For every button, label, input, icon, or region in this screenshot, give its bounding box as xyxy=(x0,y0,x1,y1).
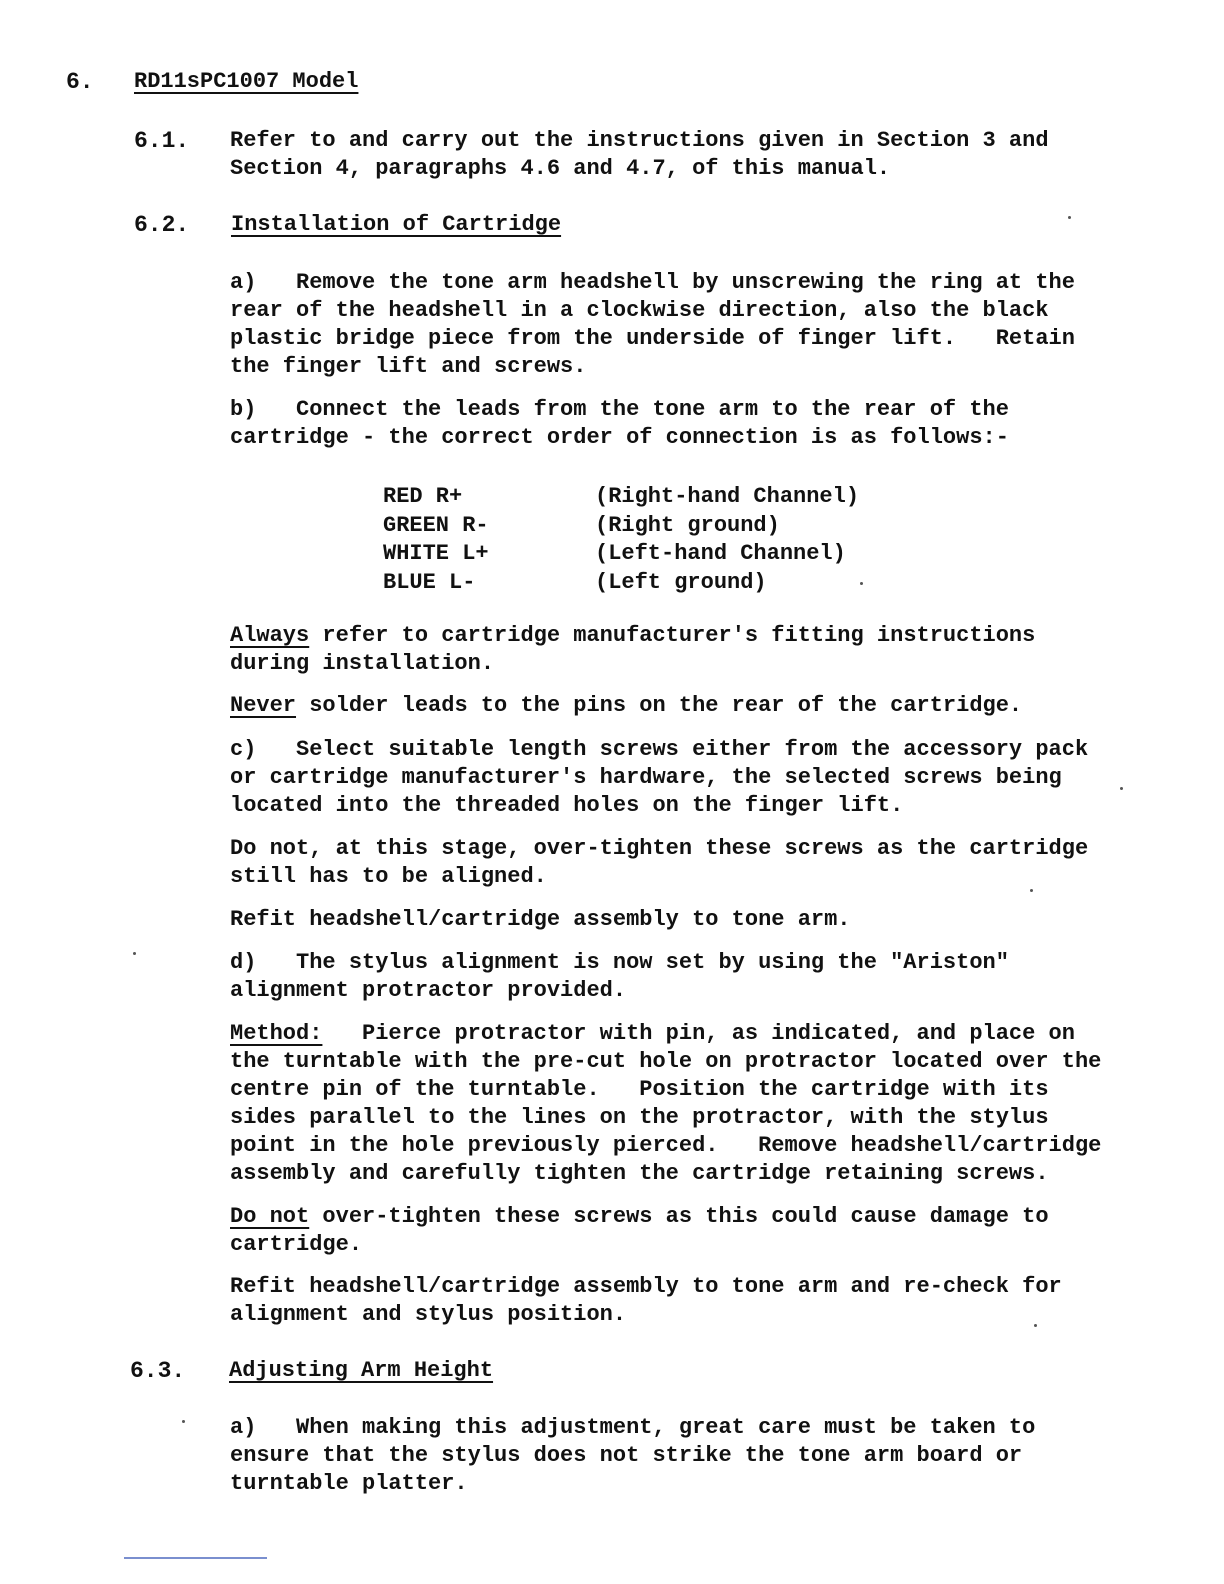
text-line: Refit headshell/cartridge assembly to tone arm. xyxy=(230,907,851,932)
text-line: ensure that the stylus does not strike the tone arm board or xyxy=(230,1443,1023,1468)
scan-speck xyxy=(1030,889,1033,892)
always-note xyxy=(230,622,1170,678)
text-line xyxy=(230,692,1170,720)
lead-wire: RED R+ xyxy=(383,484,463,509)
text-line: Section 4, paragraphs 4.6 and 4.7, of this manual. xyxy=(230,156,891,181)
refit-note-2 xyxy=(230,1273,1170,1329)
step-b-text xyxy=(230,396,1170,452)
scan-speck xyxy=(182,1420,185,1423)
text-line: turntable platter. xyxy=(230,1471,468,1496)
text-line: rear of the headshell in a clockwise direction, also the black xyxy=(230,298,1049,323)
text-line: or cartridge manufacturer's hardware, the selected screws being xyxy=(230,765,1062,790)
text-line: Do not, at this stage, over-tighten these screws as the cartridge xyxy=(230,836,1089,861)
do-not-note-1 xyxy=(230,835,1170,891)
text-line: Refer to and carry out the instructions given in Section 3 and xyxy=(230,128,1049,153)
text-line: Refit headshell/cartridge assembly to tone arm and re-check for xyxy=(230,1274,1062,1299)
text-line: a) When making this adjustment, great care must be taken to xyxy=(230,1415,1036,1440)
text-line: sides parallel to the lines on the protractor, with the stylus xyxy=(230,1105,1049,1130)
lead-description: (Left ground) xyxy=(595,569,767,595)
text-line xyxy=(230,1020,1170,1048)
lead-description: (Right-hand Channel) xyxy=(595,484,860,509)
text-line: still has to be aligned. xyxy=(230,864,547,889)
method-text-first: Pierce protractor with pin, as indicated, and place on xyxy=(322,1021,1075,1046)
subsection-6-2-number: 6.2. xyxy=(134,212,190,238)
lead-wire: WHITE L+ xyxy=(383,541,489,566)
text-line: c) Select suitable length screws either from the accessory pack xyxy=(230,737,1089,762)
text-line: point in the hole previously pierced. Remove headshell/cartridge xyxy=(230,1133,1102,1158)
always-text: refer to cartridge manufacturer's fitting instructions xyxy=(309,623,1036,648)
lead-wire: BLUE L- xyxy=(383,569,476,595)
scan-speck xyxy=(1068,216,1071,219)
never-note xyxy=(230,692,1170,720)
text-line: the turntable with the pre-cut hole on protractor located over the xyxy=(230,1049,1102,1074)
lead-connection-table xyxy=(383,483,859,597)
emphasis-never: Never xyxy=(230,693,297,718)
table-row xyxy=(383,569,859,598)
do-not-text: over-tighten these screws as this could cause damage to xyxy=(309,1204,1049,1229)
text-line: b) Connect the leads from the tone arm to the rear of the xyxy=(230,397,1009,422)
never-text: solder leads to the pins on the rear of the cartridge. xyxy=(296,693,1023,718)
arm-height-step-a xyxy=(230,1414,1170,1498)
scan-speck xyxy=(133,952,136,955)
text-line xyxy=(230,622,1170,650)
step-d-text xyxy=(230,949,1170,1005)
subsection-6-1-text xyxy=(230,127,1170,183)
subsection-6-1-number: 6.1. xyxy=(134,128,190,154)
text-line: cartridge - the correct order of connection is as follows:- xyxy=(230,425,1009,450)
table-row xyxy=(383,540,859,569)
scan-speck xyxy=(1034,1324,1037,1327)
step-a-text xyxy=(230,269,1170,381)
table-row xyxy=(383,512,859,541)
text-line: alignment and stylus position. xyxy=(230,1302,627,1327)
emphasis-always: Always xyxy=(230,623,310,648)
emphasis-method: Method: xyxy=(230,1021,323,1046)
text-line: centre pin of the turntable. Position the cartridge with its xyxy=(230,1077,1049,1102)
text-line: plastic bridge piece from the underside of finger lift. Retain xyxy=(230,326,1075,351)
text-line: during installation. xyxy=(230,651,495,676)
subsection-6-2-title: Installation of Cartridge xyxy=(231,212,562,237)
text-line: a) Remove the tone arm headshell by unscrewing the ring at the xyxy=(230,270,1075,295)
table-row xyxy=(383,483,859,512)
footnote-rule xyxy=(124,1557,267,1559)
emphasis-do-not: Do not xyxy=(230,1204,310,1229)
scan-speck xyxy=(1120,787,1123,790)
subsection-6-3-number: 6.3. xyxy=(130,1358,186,1384)
method-text xyxy=(230,1020,1170,1188)
lead-wire: GREEN R- xyxy=(383,512,489,538)
text-line xyxy=(230,1203,1170,1231)
section-title: RD11sPC1007 Model xyxy=(134,69,359,94)
text-line: the finger lift and screws. xyxy=(230,354,587,379)
text-line: cartridge. xyxy=(230,1232,363,1257)
text-line: d) The stylus alignment is now set by using the "Ariston" xyxy=(230,950,1009,975)
lead-description: (Left-hand Channel) xyxy=(595,541,846,566)
do-not-note-2 xyxy=(230,1203,1170,1259)
step-c-text xyxy=(230,736,1170,820)
lead-description: (Right ground) xyxy=(595,512,780,538)
text-line: alignment protractor provided. xyxy=(230,978,627,1003)
text-line: located into the threaded holes on the finger lift. xyxy=(230,793,904,818)
text-line: assembly and carefully tighten the cartridge retaining screws. xyxy=(230,1161,1049,1186)
subsection-6-3-title: Adjusting Arm Height xyxy=(229,1358,494,1383)
refit-note-1 xyxy=(230,906,1170,934)
scan-speck xyxy=(860,582,863,585)
section-number: 6. xyxy=(66,69,94,95)
